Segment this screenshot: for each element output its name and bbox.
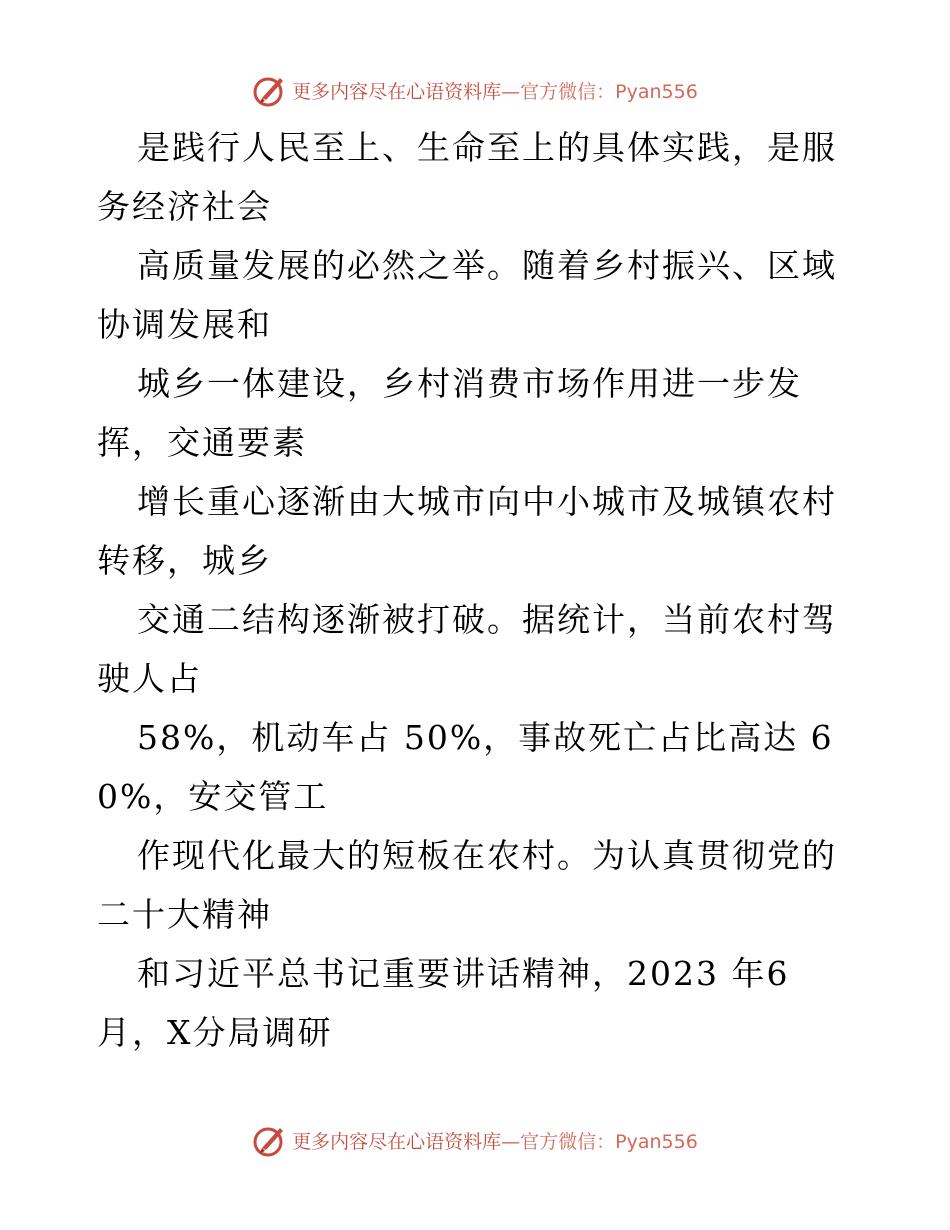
quill-pen-logo-icon (252, 1122, 288, 1158)
paragraph: 高质量发展的必然之举。随着乡村振兴、区域协调发展和 (97, 246, 837, 344)
footer-text-main: 更多内容尽在心语资料库 (292, 1130, 502, 1153)
paragraph: 58%，机动车占 50%，事故死亡占比高达 60%，安交管工 (97, 718, 834, 816)
header-text-suffix: —官方微信：Pyan556 (501, 80, 698, 103)
header-watermark (0, 70, 950, 110)
paragraph: 和习近平总书记重要讲话精神，2023 年6月，X分局调研 (97, 954, 790, 1052)
paragraph: 作现代化最大的短板在农村。为认真贯彻党的二十大精神 (97, 836, 837, 934)
paragraph: 是践行人民至上、生命至上的具体实践，是服务经济社会 (97, 128, 837, 226)
footer-text-suffix: —官方微信：Pyan556 (501, 1130, 698, 1153)
paragraph: 交通二结构逐渐被打破。据统计，当前农村驾驶人占 (97, 600, 837, 698)
footer-watermark (0, 1120, 950, 1160)
document-body (97, 118, 857, 1062)
quill-pen-logo-icon (252, 72, 288, 108)
paragraph: 城乡一体建设，乡村消费市场作用进一步发挥，交通要素 (97, 364, 802, 462)
header-text-main: 更多内容尽在心语资料库 (292, 80, 502, 103)
paragraph: 增长重心逐渐由大城市向中小城市及城镇农村转移，城乡 (97, 482, 837, 580)
